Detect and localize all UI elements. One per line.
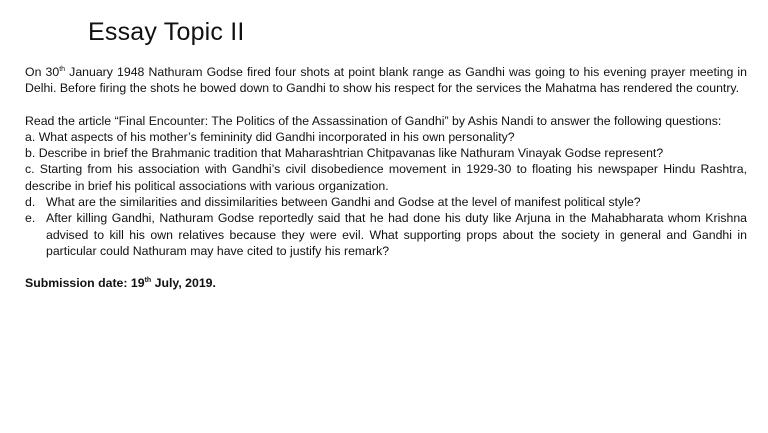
question-d: d. What are the similarities and dissimilarities between Gandhi and Godse at the level of manifest political style? xyxy=(25,195,641,210)
question-c: c. Starting from his association with Gandhi’s civil disobedience movement in 1929-30 to floating his newspaper Hindu Rashtra, describe in brief his political associations with various organization. xyxy=(25,162,748,193)
question-a: a. What aspects of his mother’s femininity did Gandhi incorporated in his own personality? xyxy=(25,129,515,144)
instruction-paragraph: Read the article “Final Encounter: The Politics of the Assassination of Gandhi” by Ashis Nandi to answer the following questions: xyxy=(25,113,722,128)
question-e: e. After killing Gandhi, Nathuram Godse reportedly said that he had done his duty like Arjuna in the Mahabharata whom Krishna advised to kill his own relatives because they were evil. What supporting props about the society in general and Gandhi in particular could Nathuram may have cited to justify his remark? xyxy=(25,211,747,258)
question-b: b. Describe in brief the Brahmanic tradition that Maharashtrian Chitpavanas like Nathuram Vinayak Godse represent? xyxy=(25,146,664,161)
submission-date: Submission date: 19th July, 2019. xyxy=(25,276,216,291)
essay-content xyxy=(25,64,747,292)
page-title: Essay Topic II xyxy=(88,18,245,46)
intro-paragraph: On 30th January 1948 Nathuram Godse fired four shots at point blank range as Gandhi was going to his evening prayer meeting in Delhi. Before firing the shots he bowed down to Gandhi to show his respect for the services the Mahatma has rendered the country. xyxy=(25,65,747,96)
